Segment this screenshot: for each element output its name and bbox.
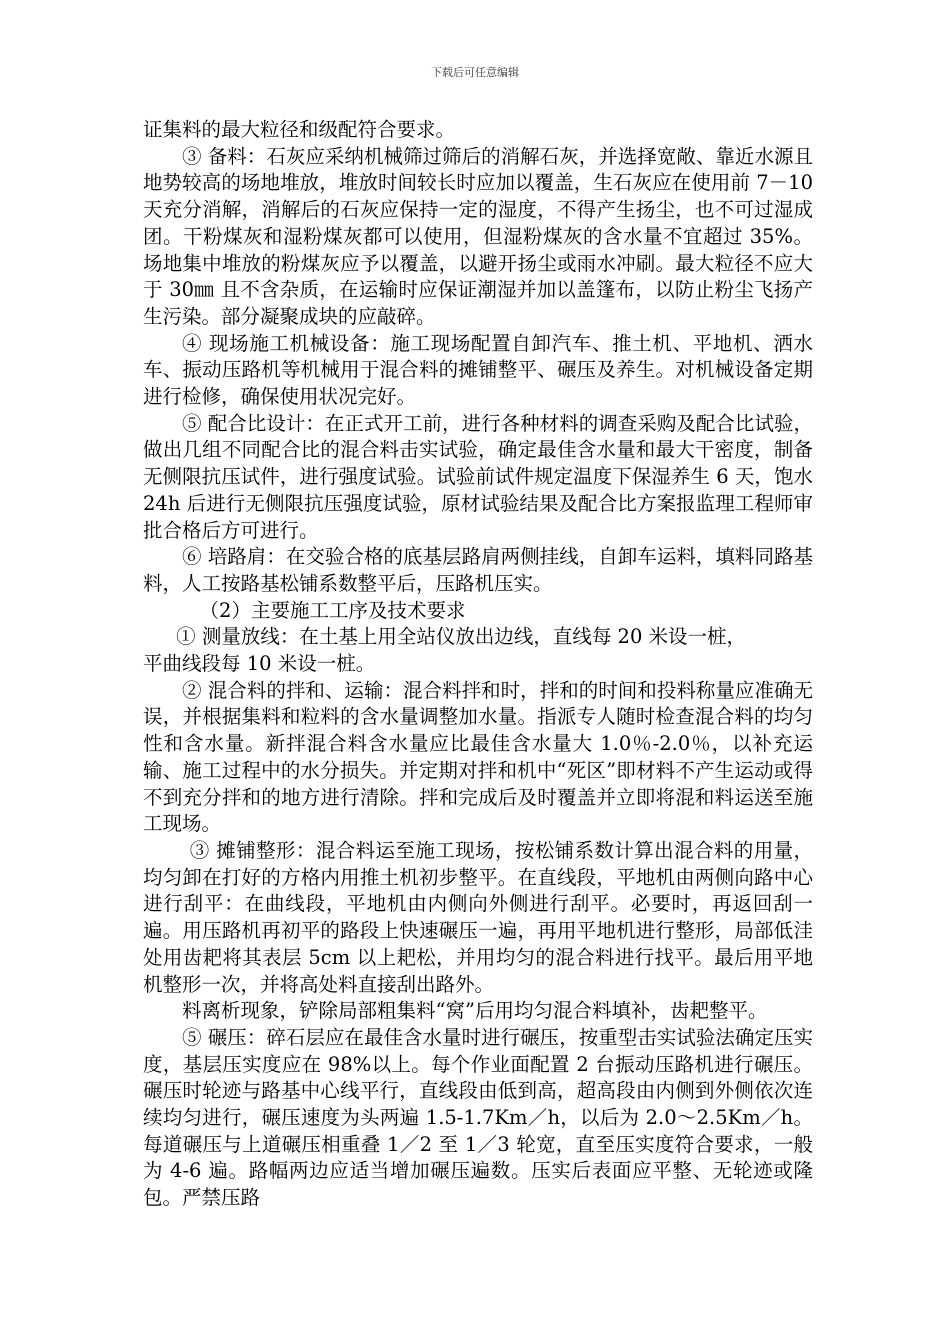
paragraph-compaction: ⑤ 碾压：碎石层应在最佳含水量时进行碾压，按重型击实试验法确定压实度，基层压实度应在 98%以上。每个作业面配置 2 台振动压路机进行碾压。碾压时轮迹与路基中心线平行，直线段由低到高，超高段由内侧到外侧依次连续均匀进行，碾压速度为头两遍 1.5-1.7Km／h，以后为 2.0～2.5Km／h。每道碾压与上道碾压相重叠 1／2 至 1／3 轮宽，直至压实度符合要求，一般为 4-6 遍。路幅两边应适当增加碾压遍数。压实后表面应平整、无轮迹或隆包。严禁压路	[143, 1025, 813, 1210]
paragraph-spreading: ③ 摊铺整形：混合料运至施工现场，按松铺系数计算出混合料的用量，均匀卸在打好的方格内用推土机初步整平。在直线段，平地机由两侧向路中心进行刮平：在曲线段，平地机由内侧向外侧进行刮平。必要时，再返回刮一遍。用压路机再初平的路段上快速碾压一遍，再用平地机进行整形，局部低洼处用齿耙将其表层 5cm 以上耙松，并用均匀的混合料进行找平。最后用平地机整形一次，并将高处料直接刮出路外。	[143, 838, 813, 996]
paragraph-mixing-transport: ② 混合料的拌和、运输：混合料拌和时，拌和的时间和投料称量应准确无误，并根据集料和粒料的含水量调整加水量。指派专人随时检查混合料的均匀性和含水量。新拌混合料含水量应比最佳含水量大 1.0％-2.0％，以补充运输、施工过程中的水分损失。并定期对拌和机中“死区”即材料不产生运动或得不到充分拌和的地方进行清除。拌和完成后及时覆盖并立即将混和料运送至施工现场。	[143, 678, 813, 836]
page-header: 下载后可任意编辑	[431, 66, 519, 79]
document-body	[143, 117, 813, 1212]
paragraph-segregation: 料离析现象，铲除局部粗集料“窝”后用均匀混合料填补，齿耙整平。	[182, 999, 768, 1023]
paragraph-shoulder: ⑥ 培路肩：在交验合格的底基层路肩两侧挂线，自卸车运料，填料同路基料，人工按路基松铺系数整平后，压路机压实。	[143, 545, 813, 595]
section-heading: （2）主要施工工序及技术要求	[199, 598, 466, 622]
paragraph-materials-prep: ③ 备料：石灰应采纳机械筛过筛后的消解石灰，并选择宽敞、靠近水源且地势较高的场地堆放，堆放时间较长时应加以覆盖，生石灰应在使用前 7－10 天充分消解，消解后的石灰应保持一定的湿度，不得产生扬尘，也不可过湿成团。干粉煤灰和湿粉煤灰都可以使用，但湿粉煤灰的含水量不宜超过 35%。场地集中堆放的粉煤灰应予以覆盖，以避开扬尘或雨水冲刷。最大粒径不应大于 30㎜ 且不含杂质，在运输时应保证潮湿并加以盖篷布，以防止粉尘飞扬产生污染。部分凝聚成块的应敲碎。	[143, 144, 813, 328]
paragraph-continuation: 证集料的最大粒径和级配符合要求。	[143, 118, 456, 141]
paragraph-machinery: ④ 现场施工机械设备：施工现场配置自卸汽车、推土机、平地机、洒水车、振动压路机等机械用于混合料的摊铺整平、碾压及养生。对机械设备定期进行检修，确保使用状况完好。	[143, 331, 813, 409]
paragraph-survey-line1: ① 测量放线：在土基上用全站仪放出边线，直线每 20 米设一桩，	[176, 625, 747, 649]
paragraph-survey-line2: 平曲线段每 10 米设一桩。	[143, 652, 376, 676]
paragraph-mix-design: ⑤ 配合比设计：在正式开工前，进行各种材料的调查采购及配合比试验，做出几组不同配合比的混合料击实试验，确定最佳含水量和最大干密度，制备无侧限抗压试件，进行强度试验。试验前试件规定温度下保湿养生 6 天，饱水 24h 后进行无侧限抗压强度试验，原材试验结果及配合比方案报监理工程师审批合格后方可进行。	[143, 411, 813, 542]
